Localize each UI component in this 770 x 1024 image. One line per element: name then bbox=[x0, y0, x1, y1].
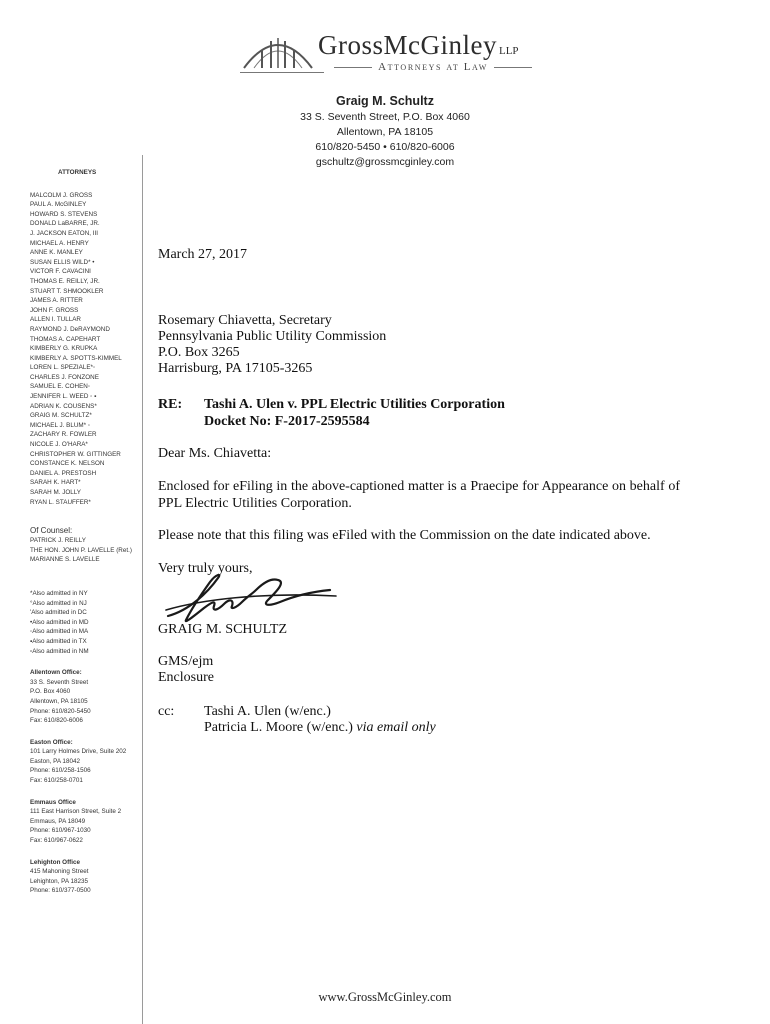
attorney-name: KIMBERLY A. SPOTTS-KIMMEL bbox=[30, 354, 122, 362]
office-line: Lehighton, PA 18235 bbox=[30, 877, 89, 885]
admission-note: ◦Also admitted in MA bbox=[30, 628, 89, 636]
attorney-name: ZACHARY R. FOWLER bbox=[30, 431, 97, 439]
attorney-name: SARAH K. HART* bbox=[30, 479, 81, 487]
office-line: Allentown, PA 18105 bbox=[30, 697, 88, 705]
sidebar-divider bbox=[142, 155, 143, 1024]
re-docket: Docket No: F-2017-2595584 bbox=[204, 414, 370, 429]
office-line: Phone: 610/820-5450 bbox=[30, 707, 91, 715]
attorneys-heading: ATTORNEYS bbox=[58, 169, 97, 176]
admission-note: •Also admitted in MD bbox=[30, 618, 89, 626]
counsel-name: MARIANNE S. LAVELLE bbox=[30, 556, 100, 564]
office-title: Lehighton Office bbox=[30, 858, 81, 866]
firm-logo bbox=[240, 24, 540, 84]
recipient-line: Pennsylvania Public Utility Commission bbox=[158, 329, 387, 344]
office-block bbox=[30, 738, 138, 786]
office-line: Phone: 610/967-1030 bbox=[30, 827, 91, 835]
office-line: Phone: 610/258-1506 bbox=[30, 767, 91, 775]
counsel-name: THE HON. JOHN P. LAVELLE (Ret.) bbox=[30, 546, 132, 554]
firm-tagline: Attorneys at Law bbox=[326, 61, 540, 73]
attorney-name: CONSTANCE K. NELSON bbox=[30, 460, 105, 468]
cc-list bbox=[204, 704, 436, 736]
of-counsel-list bbox=[30, 536, 138, 565]
attorney-name: CHRISTOPHER W. GITTINGER bbox=[30, 450, 121, 458]
office-line: 101 Larry Holmes Drive, Suite 202 bbox=[30, 748, 127, 756]
attorney-name: NICOLE J. O'HARA* bbox=[30, 441, 88, 449]
office-line: 33 S. Seventh Street bbox=[30, 678, 89, 686]
handwritten-signature bbox=[160, 570, 340, 625]
office-title: Allentown Office: bbox=[30, 669, 82, 677]
attorney-name: THOMAS A. CAPEHART bbox=[30, 335, 101, 343]
attorney-name: HOWARD S. STEVENS bbox=[30, 210, 98, 218]
attorney-name: GRAIG M. SCHULTZ* bbox=[30, 412, 92, 420]
of-counsel-heading: Of Counsel: bbox=[30, 526, 73, 536]
office-title: Emmaus Office bbox=[30, 798, 76, 806]
attorney-name: STUART T. SHMOOKLER bbox=[30, 287, 104, 295]
attorney-name: LOREN L. SPEZIALE*◦ bbox=[30, 364, 96, 372]
logo-rule bbox=[240, 72, 324, 73]
footer-website[interactable]: www.GrossMcGinley.com bbox=[318, 990, 452, 1004]
office-line: 111 East Harrison Street, Suite 2 bbox=[30, 808, 122, 816]
attorney-name: MICHAEL A. HENRY bbox=[30, 239, 89, 247]
attorney-name: SUSAN ELLIS WILD* • bbox=[30, 258, 95, 266]
attorney-name: MALCOLM J. GROSS bbox=[30, 191, 93, 199]
salutation: Dear Ms. Chiavetta: bbox=[158, 446, 272, 461]
attorney-name: VICTOR F. CAVACINI bbox=[30, 268, 91, 276]
attorney-name: ALLEN I. TULLAR bbox=[30, 316, 81, 324]
attorney-name: DONALD LaBARRE, JR. bbox=[30, 220, 100, 228]
firm-logo-arch-icon bbox=[240, 24, 316, 76]
attorney-name: PAUL A. McGINLEY bbox=[30, 201, 87, 209]
office-line: 415 Mahoning Street bbox=[30, 868, 89, 876]
admission-note: ▫Also admitted in NM bbox=[30, 647, 89, 655]
attorney-name: J. JACKSON EATON, III bbox=[30, 229, 98, 237]
cc-recipient: Tashi A. Ulen (w/enc.) bbox=[204, 704, 331, 719]
office-list bbox=[30, 668, 138, 896]
recipient-line: Harrisburg, PA 17105-3265 bbox=[158, 361, 313, 376]
attorney-list bbox=[30, 191, 138, 508]
attorney-name: JENNIFER L. WEED ◦ ▪ bbox=[30, 393, 97, 401]
closing: Very truly yours, bbox=[158, 561, 253, 576]
sender-email[interactable]: gschultz@grossmcginley.com bbox=[315, 156, 455, 168]
attorney-name: MICHAEL J. BLUM* ◦ bbox=[30, 421, 91, 429]
sender-block bbox=[240, 92, 530, 170]
attorney-name: JOHN F. GROSS bbox=[30, 306, 79, 314]
office-line: Fax: 610/258-0701 bbox=[30, 777, 83, 785]
attorney-name: ANNE K. MANLEY bbox=[30, 249, 83, 257]
enclosure-line: Enclosure bbox=[158, 670, 214, 685]
attorney-name: ADRIAN K. COUSENS* bbox=[30, 402, 97, 410]
re-case-title: Tashi A. Ulen v. PPL Electric Utilities Corporation bbox=[204, 397, 505, 412]
office-line: Easton, PA 18042 bbox=[30, 757, 80, 765]
sender-phones: 610/820-5450 • 610/820-6006 bbox=[315, 141, 455, 153]
office-line: Emmaus, PA 18049 bbox=[30, 817, 86, 825]
attorney-name: KIMBERLY G. KRUPKA bbox=[30, 345, 98, 353]
signer-name: GRAIG M. SCHULTZ bbox=[158, 622, 287, 637]
re-label: RE: bbox=[158, 397, 183, 412]
attorney-name: THOMAS E. REILLY, JR. bbox=[30, 277, 100, 285]
office-line: Fax: 610/967-0622 bbox=[30, 837, 83, 845]
recipient-line: Rosemary Chiavetta, Secretary bbox=[158, 313, 332, 328]
admission-note: 'Also admitted in DC bbox=[30, 609, 87, 617]
counsel-name: PATRICK J. REILLY bbox=[30, 537, 86, 545]
office-block bbox=[30, 668, 138, 726]
body-paragraph-1: Enclosed for eFiling in the above-captioned matter is a Praecipe for Appearance on behalf of PPL Electric Utilities Corporation. bbox=[158, 479, 680, 511]
sender-address: 33 S. Seventh Street, P.O. Box 4060 bbox=[300, 111, 470, 123]
sender-city: Allentown, PA 18105 bbox=[336, 126, 434, 138]
attorney-sidebar bbox=[30, 168, 138, 896]
cc-label: cc: bbox=[158, 704, 175, 719]
admission-note: °Also admitted in NJ bbox=[30, 599, 87, 607]
attorney-name: RAYMOND J. DeRAYMOND bbox=[30, 325, 110, 333]
attorney-name: DANIEL A. PRESTOSH bbox=[30, 469, 97, 477]
cc-recipient: Patricia L. Moore (w/enc.) via email only bbox=[204, 720, 436, 735]
firm-name: GrossMcGinley LLP bbox=[318, 30, 519, 60]
recipient-address bbox=[158, 313, 386, 377]
office-block bbox=[30, 798, 138, 846]
office-line: P.O. Box 4060 bbox=[30, 688, 71, 696]
attorney-name: JAMES A. RITTER bbox=[30, 297, 83, 305]
office-line: Phone: 610/377-0500 bbox=[30, 887, 91, 895]
recipient-line: P.O. Box 3265 bbox=[158, 345, 240, 360]
attorney-name: SAMUEL E. COHEN◦ bbox=[30, 383, 91, 391]
sender-name: Graig M. Schultz bbox=[336, 94, 434, 108]
admission-note: *Also admitted in NY bbox=[30, 589, 88, 597]
body-paragraph-2: Please note that this filing was eFiled with the Commission on the date indicated above. bbox=[158, 528, 651, 543]
attorney-name: SARAH M. JOLLY bbox=[30, 489, 81, 496]
letter-date: March 27, 2017 bbox=[158, 247, 248, 262]
reference-initials bbox=[158, 654, 214, 686]
office-block bbox=[30, 858, 138, 896]
office-title: Easton Office: bbox=[30, 738, 73, 746]
admission-note: ▪Also admitted in TX bbox=[30, 637, 87, 645]
initials-line: GMS/ejm bbox=[158, 654, 214, 669]
office-line: Fax: 610/820-6006 bbox=[30, 717, 83, 725]
attorney-name: RYAN L. STAUFFER* bbox=[30, 498, 91, 506]
admissions-list bbox=[30, 589, 138, 656]
attorney-name: CHARLES J. FONZONE bbox=[30, 373, 99, 381]
